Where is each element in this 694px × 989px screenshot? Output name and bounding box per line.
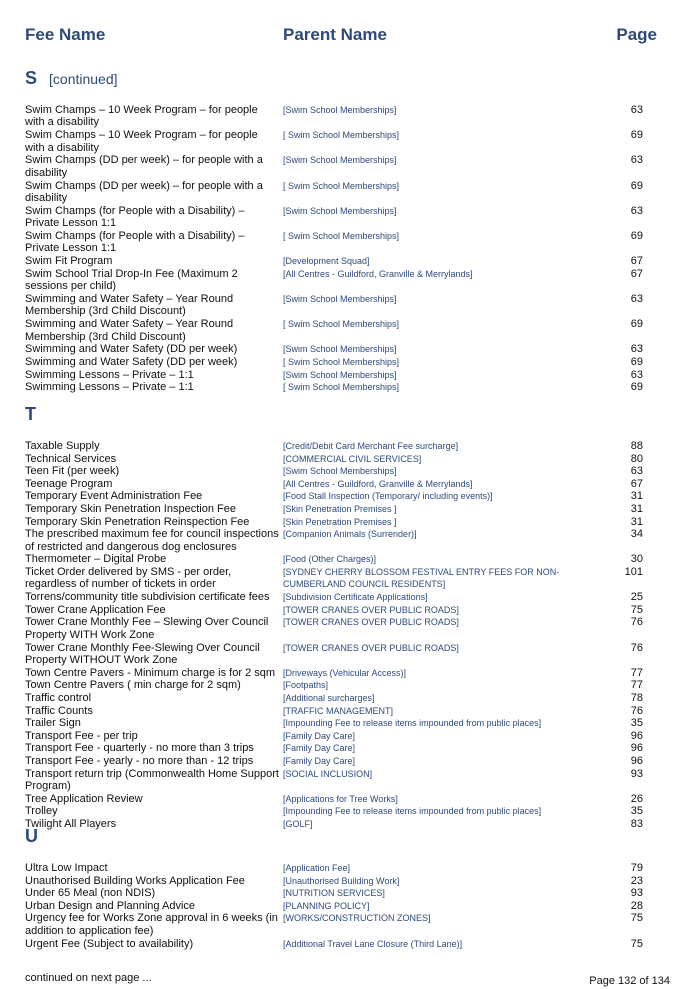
column-header-fee-name: Fee Name bbox=[25, 25, 106, 44]
page-ref: 93 bbox=[630, 887, 643, 900]
page-ref: 28 bbox=[630, 899, 643, 912]
page-ref: 69 bbox=[630, 318, 643, 331]
section-continued-label: [continued] bbox=[49, 71, 118, 87]
parent-name: [Swim School Memberships] bbox=[283, 344, 397, 355]
parent-name: [Impounding Fee to release items impounded from public places] bbox=[283, 718, 542, 729]
fee-name: Transport return trip (Commonwealth Home Support Program) bbox=[25, 767, 279, 792]
page-ref: 63 bbox=[630, 104, 643, 116]
page-ref: 69 bbox=[630, 179, 643, 192]
fee-name: Tree Application Review bbox=[25, 792, 143, 805]
fee-name: Ultra Low Impact bbox=[25, 862, 108, 874]
parent-name: [TOWER CRANES OVER PUBLIC ROADS] bbox=[283, 617, 459, 628]
page-ref: 31 bbox=[630, 490, 643, 503]
fee-name: Torrens/community title subdivision certificate fees bbox=[25, 591, 270, 604]
page-ref: 75 bbox=[630, 912, 643, 925]
page-ref: 26 bbox=[630, 792, 643, 805]
parent-name: [Driveways (Vehicular Access)] bbox=[283, 667, 407, 678]
page-ref: 96 bbox=[630, 742, 643, 755]
page-ref: 67 bbox=[630, 255, 643, 268]
page-ref: 88 bbox=[630, 440, 643, 452]
page-ref: 101 bbox=[624, 566, 643, 578]
parent-name: [Companion Animals (Surrender)] bbox=[283, 529, 417, 540]
parent-name: [Food (Other Charges)] bbox=[283, 554, 377, 565]
parent-name: [Additional surcharges] bbox=[283, 693, 375, 703]
parent-name: [Subdivision Certificate Applications] bbox=[283, 592, 428, 603]
parent-name: [TOWER CRANES OVER PUBLIC ROADS] bbox=[283, 642, 459, 653]
page-ref: 75 bbox=[630, 937, 643, 950]
section-letter: U bbox=[25, 826, 38, 846]
fee-name: Temporary Skin Penetration Inspection Fee bbox=[25, 503, 236, 515]
fee-name: Transport Fee - quarterly - no more than 3 trips bbox=[25, 742, 254, 755]
page-ref: 63 bbox=[630, 368, 643, 381]
parent-name: [Unauthorised Building Work] bbox=[283, 875, 400, 886]
fee-name: Transport Fee - per trip bbox=[25, 729, 138, 742]
page-ref: 75 bbox=[630, 603, 643, 616]
fee-name: Technical Services bbox=[25, 452, 117, 465]
fee-name: Swimming and Water Safety – Year Round Membership (3rd Child Discount) bbox=[25, 318, 234, 343]
fee-name: Swimming Lessons – Private – 1:1 bbox=[25, 381, 194, 394]
parent-name: [ Swim School Memberships] bbox=[283, 180, 400, 191]
fee-name: Swim Champs – 10 Week Program – for people with a disability bbox=[25, 129, 258, 154]
page-ref: 78 bbox=[630, 692, 643, 704]
fee-name: Swimming and Water Safety – Year Round Membership (3rd Child Discount) bbox=[25, 293, 234, 318]
fee-name: Trailer Sign bbox=[25, 717, 81, 730]
page-ref: 34 bbox=[630, 528, 643, 541]
fee-name: Swimming and Water Safety (DD per week) bbox=[25, 356, 238, 368]
fee-name: Swimming and Water Safety (DD per week) bbox=[25, 343, 238, 356]
fee-name: Transport Fee - yearly - no more than - 12 trips bbox=[25, 755, 254, 767]
page-ref: 76 bbox=[630, 616, 643, 629]
fee-name: Under 65 Meal (non NDIS) bbox=[25, 887, 156, 900]
fee-name: Swimming Lessons – Private – 1:1 bbox=[25, 368, 194, 381]
parent-name: [NUTRITION SERVICES] bbox=[283, 888, 385, 899]
page-ref: 30 bbox=[630, 553, 643, 566]
parent-name: [ Swim School Memberships] bbox=[283, 319, 400, 330]
parent-name: [Swim School Memberships] bbox=[283, 205, 397, 216]
continued-note: continued on next page ... bbox=[25, 972, 152, 984]
fee-name: Tower Crane Application Fee bbox=[25, 603, 166, 616]
section-heading bbox=[25, 68, 118, 89]
page-ref: 23 bbox=[630, 874, 643, 887]
page-ref: 79 bbox=[630, 862, 643, 874]
fee-name: Unauthorised Building Works Application Fee bbox=[25, 874, 245, 887]
parent-name: [Swim School Memberships] bbox=[283, 466, 397, 477]
page-ref: 69 bbox=[630, 356, 643, 368]
page-ref: 35 bbox=[630, 717, 643, 730]
parent-name: [ Swim School Memberships] bbox=[283, 357, 400, 367]
page-ref: 67 bbox=[630, 267, 643, 280]
page-ref: 63 bbox=[630, 154, 643, 167]
fee-name: Tower Crane Monthly Fee-Slewing Over Council Property WITHOUT Work Zone bbox=[25, 641, 260, 666]
parent-name: [SOCIAL INCLUSION] bbox=[283, 768, 373, 779]
parent-name: [Family Day Care] bbox=[283, 730, 356, 741]
section-heading bbox=[25, 404, 36, 425]
fee-name: Teenage Program bbox=[25, 477, 113, 490]
fee-name: Traffic control bbox=[25, 692, 92, 704]
parent-name: [SYDNEY CHERRY BLOSSOM FESTIVAL ENTRY FEES FOR NON-CUMBERLAND COUNCIL RESIDENTS] bbox=[283, 567, 560, 590]
parent-name: [Family Day Care] bbox=[283, 743, 356, 754]
parent-name: [PLANNING POLICY] bbox=[283, 900, 370, 911]
fee-name: Urgency fee for Works Zone approval in 6 weeks (in addition to application fee) bbox=[25, 912, 278, 937]
parent-name: [GOLF] bbox=[283, 819, 313, 829]
fee-name: Taxable Supply bbox=[25, 440, 100, 452]
page-ref: 96 bbox=[630, 755, 643, 767]
fee-name: Town Centre Pavers - Minimum charge is for 2 sqm bbox=[25, 666, 276, 679]
fee-name: Temporary Event Administration Fee bbox=[25, 490, 203, 503]
page-ref: 76 bbox=[630, 641, 643, 654]
fee-name: Traffic Counts bbox=[25, 704, 93, 717]
page-ref: 31 bbox=[630, 503, 643, 515]
page-ref: 83 bbox=[630, 818, 643, 830]
page-ref: 96 bbox=[630, 729, 643, 742]
parent-name: [Family Day Care] bbox=[283, 756, 356, 766]
page-ref: 63 bbox=[630, 343, 643, 356]
fee-name: Temporary Skin Penetration Reinspection Fee bbox=[25, 515, 250, 528]
parent-name: [WORKS/CONSTRUCTION ZONES] bbox=[283, 913, 431, 924]
fee-name: Swim Champs (for People with a Disability) – Private Lesson 1:1 bbox=[25, 230, 245, 255]
page-ref: 69 bbox=[630, 381, 643, 394]
parent-name: [Swim School Memberships] bbox=[283, 369, 397, 380]
column-header-page: Page bbox=[616, 25, 657, 44]
parent-name: [ Swim School Memberships] bbox=[283, 382, 400, 393]
page-ref: 69 bbox=[630, 129, 643, 142]
fee-name: Swim Champs (for People with a Disability) – Private Lesson 1:1 bbox=[25, 204, 245, 230]
fee-name: Swim Champs – 10 Week Program – for people with a disability bbox=[25, 104, 258, 129]
parent-name: [Impounding Fee to release items impounded from public places] bbox=[283, 806, 542, 817]
page-ref: 31 bbox=[630, 515, 643, 528]
fee-name: Swim Champs (DD per week) – for people with a disability bbox=[25, 154, 263, 179]
fee-name: Teen Fit (per week) bbox=[25, 465, 120, 478]
page-ref: 77 bbox=[630, 679, 643, 692]
fee-name: The prescribed maximum fee for council inspections of restricted and dangerous dog enclosures bbox=[25, 528, 279, 553]
fee-name: Urban Design and Planning Advice bbox=[25, 899, 196, 912]
fee-name: Urgent Fee (Subject to availability) bbox=[25, 937, 194, 950]
fee-name: Swim Fit Program bbox=[25, 255, 113, 268]
fee-name: Ticket Order delivered by SMS - per order, regardless of number of tickets in order bbox=[25, 566, 232, 591]
section-letter: T bbox=[25, 404, 36, 424]
parent-name: [Footpaths] bbox=[283, 680, 329, 691]
parent-name: [All Centres - Guildford, Granville & Merrylands] bbox=[283, 268, 473, 279]
parent-name: [Skin Penetration Premises ] bbox=[283, 516, 397, 527]
parent-name: [Credit/Debit Card Merchant Fee surcharge] bbox=[283, 441, 459, 451]
page-ref: 35 bbox=[630, 805, 643, 818]
parent-name: [ Swim School Memberships] bbox=[283, 130, 400, 141]
page-number: Page 132 of 134 bbox=[589, 975, 670, 987]
fee-name: Twilight All Players bbox=[25, 818, 117, 830]
fee-name: Thermometer – Digital Probe bbox=[25, 553, 167, 566]
parent-name: [COMMERCIAL CIVIL SERVICES] bbox=[283, 453, 422, 464]
page-ref: 76 bbox=[630, 704, 643, 717]
fee-name: Swim Champs (DD per week) – for people with a disability bbox=[25, 179, 263, 204]
page-ref: 67 bbox=[630, 477, 643, 490]
page-ref: 80 bbox=[630, 452, 643, 465]
parent-name: [TRAFFIC MANAGEMENT] bbox=[283, 705, 393, 716]
page-ref: 63 bbox=[630, 204, 643, 217]
parent-name: [Swim School Memberships] bbox=[283, 294, 397, 304]
parent-name: [Application Fee] bbox=[283, 863, 351, 873]
parent-name: [Skin Penetration Premises ] bbox=[283, 504, 397, 514]
parent-name: [Applications for Tree Works] bbox=[283, 793, 398, 804]
parent-name: [TOWER CRANES OVER PUBLIC ROADS] bbox=[283, 604, 459, 615]
section-letter: S bbox=[25, 68, 38, 88]
page-ref: 63 bbox=[630, 465, 643, 478]
page-ref: 77 bbox=[630, 666, 643, 679]
parent-name: [Swim School Memberships] bbox=[283, 105, 397, 115]
page-ref: 69 bbox=[630, 230, 643, 242]
fee-name: Trolley bbox=[25, 805, 58, 818]
parent-name: [All Centres - Guildford, Granville & Merrylands] bbox=[283, 478, 473, 489]
parent-name: [Food Stall Inspection (Temporary/ including events)] bbox=[283, 491, 493, 502]
page-ref: 63 bbox=[630, 293, 643, 305]
section-heading bbox=[25, 826, 38, 847]
column-header-parent-name: Parent Name bbox=[283, 25, 387, 44]
fee-name: Swim School Trial Drop-In Fee (Maximum 2 sessions per child) bbox=[25, 267, 238, 293]
page-ref: 93 bbox=[630, 767, 643, 780]
parent-name: [Additional Travel Lane Closure (Third Lane)] bbox=[283, 938, 463, 949]
parent-name: [ Swim School Memberships] bbox=[283, 231, 400, 241]
page-ref: 25 bbox=[630, 591, 643, 604]
parent-name: [Swim School Memberships] bbox=[283, 155, 397, 166]
fee-name: Tower Crane Monthly Fee – Slewing Over Council Property WITH Work Zone bbox=[25, 616, 269, 641]
fee-name: Town Centre Pavers ( min charge for 2 sqm) bbox=[25, 679, 241, 692]
parent-name: [Development Squad] bbox=[283, 256, 370, 267]
